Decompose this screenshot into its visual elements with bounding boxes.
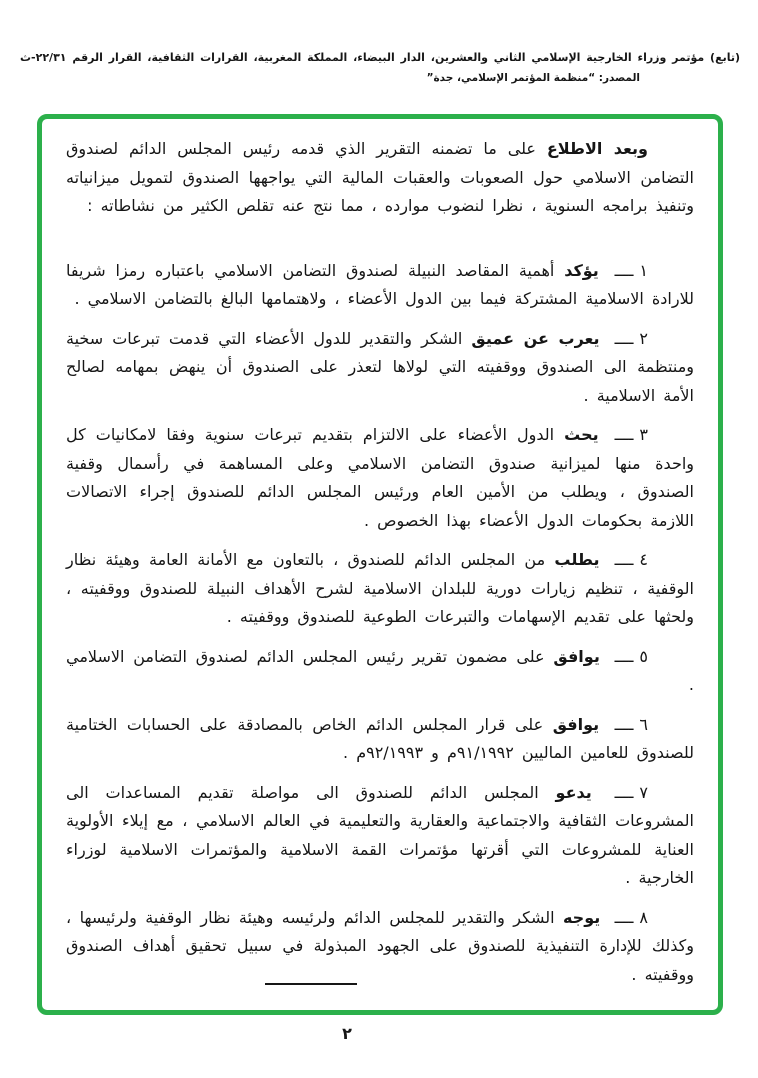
page-number: ٢ [342,1024,352,1043]
resolution-item-8 [66,904,694,990]
item-number: ٨ [639,907,648,927]
item-text: أهمية المقاصد النبيلة لصندوق التضامن الاسلامي باعتباره رمزا شريفا للارادة الاسلامية المشتركة فيما بين الدول الأعضاء ، ولاهتمامها البالغ بالتضامن الاسلامي . [66,260,694,308]
item-text: الشكر والتقدير للمجلس الدائم ولرئيسه وهيئة نظار الوقفية ولرئيسها ، وكذلك للإدارة التنفيذية للصندوق على الجهود المبذولة في سبيل تحقيق أهداف الصندوق ووقفيته . [66,907,694,984]
resolution-item-5 [66,643,694,700]
intro-text: على ما تضمنه التقرير الذي قدمه رئيس المجلس الدائم لصندوق التضامن الاسلامي حول الصعوبات والعقبات المالية التي يواجهها الصندوق لتمويل ميزانياته وتنفيذ برامجه السنوية ، نظرا لنضوب موارده ، مما نتج عنه تقلص الكثير من نشاطاته : [66,139,694,215]
item-number: ٧ [639,782,648,802]
item-lead: يعرب عن عميق [471,328,600,348]
resolution-item-3 [66,421,694,535]
item-text: الدول الأعضاء على الالتزام بتقديم تبرعات سنوية وفقا لامكانيات كل واحدة منها لميزانية صندوق التضامن الاسلامي وعلى المساهمة في رأسمال وقفية الصندوق ، ويطلب من الأمين العام ورئيس المجلس الدائم للصندوق إجراء الاتصالات اللازمة بحكومات الدول الأعضاء بهذا الخصوص . [66,425,694,530]
item-lead: يحث [564,425,599,444]
item-lead: يوافق [552,714,600,734]
item-number: ٦ [639,714,648,734]
item-number: ١ [639,260,648,280]
document-frame [37,114,723,1015]
intro-lead: وبعد الاطلاع [546,139,648,158]
resolution-item-7 [66,779,694,893]
item-dash: ــــ [614,714,634,734]
resolution-item-6 [66,711,694,768]
signature-line [265,983,357,985]
item-lead: يدعو [555,782,592,802]
item-number: ٢ [639,328,648,348]
item-dash: ــــ [614,328,634,348]
item-lead: يطلب [554,550,600,569]
item-lead: يوافق [553,646,600,666]
item-lead: يوجه [562,907,601,927]
header-publisher-line: المصدر: “منظمة المؤتمر الإسلامي، جدة” [426,72,640,84]
item-dash: ــــ [614,646,634,666]
item-number: ٣ [639,425,649,444]
item-text: على قرار المجلس الدائم الخاص بالمصادقة على الحسابات الختامية للصندوق للعامين الماليين ٩١/١٩٩٢م و ٩٢/١٩٩٣م . [66,714,694,762]
item-dash: ــــ [614,550,634,569]
resolution-item-2 [66,325,694,411]
item-dash: ــــ [614,260,634,280]
item-text: المجلس الدائم للصندوق الى مواصلة تقديم المساعدات الى المشروعات الثقافية والاجتماعية والعقارية والتعليمية في العالم الاسلامي ، مع إيلاء الأولوية العناية للمشروعات التي أقرتها مؤتمرات القمة الاسلامية والمؤتمرات الاسلامية لوزراء الخارجية . [66,782,694,887]
item-number: ٥ [639,646,648,666]
resolution-item-1 [66,257,694,314]
item-text: على مضمون تقرير رئيس المجلس الدائم لصندوق التضامن الاسلامي . [66,646,694,694]
header-source-line: (تابع) مؤتمر وزراء الخارجية الإسلامي الثاني والعشرين، الدار البيضاء، المملكة المغربية، القرارات الثقافية، القرار الرقم ٢٢/٣١-ث [20,51,740,64]
resolution-item-4 [66,546,694,632]
item-number: ٤ [639,550,649,569]
item-text: الشكر والتقدير للدول الأعضاء التي قدمت تبرعات سخية ومنتظمة الى الصندوق ووقفيته التي لولاها لتعذر على الصندوق أن ينهض بمهامه لصالح الأمة الاسلامية . [66,328,694,405]
item-dash: ــــ [614,782,634,802]
item-dash: ــــ [614,907,634,927]
item-dash: ــــ [614,425,634,444]
item-lead: يؤكد [564,260,599,280]
intro-paragraph [66,135,694,221]
item-text: من المجلس الدائم للصندوق ، بالتعاون مع الأمانة العامة وهيئة نظار الوقفية ، تنظيم زيارات دورية للبلدان الاسلامية لشرح الأهداف النبيلة للصندوق ووقفيته ، ولحثها على تقديم الإسهامات والتبرعات الطوعية للصندوق ووقفيته . [66,550,694,626]
document-header [20,50,740,84]
